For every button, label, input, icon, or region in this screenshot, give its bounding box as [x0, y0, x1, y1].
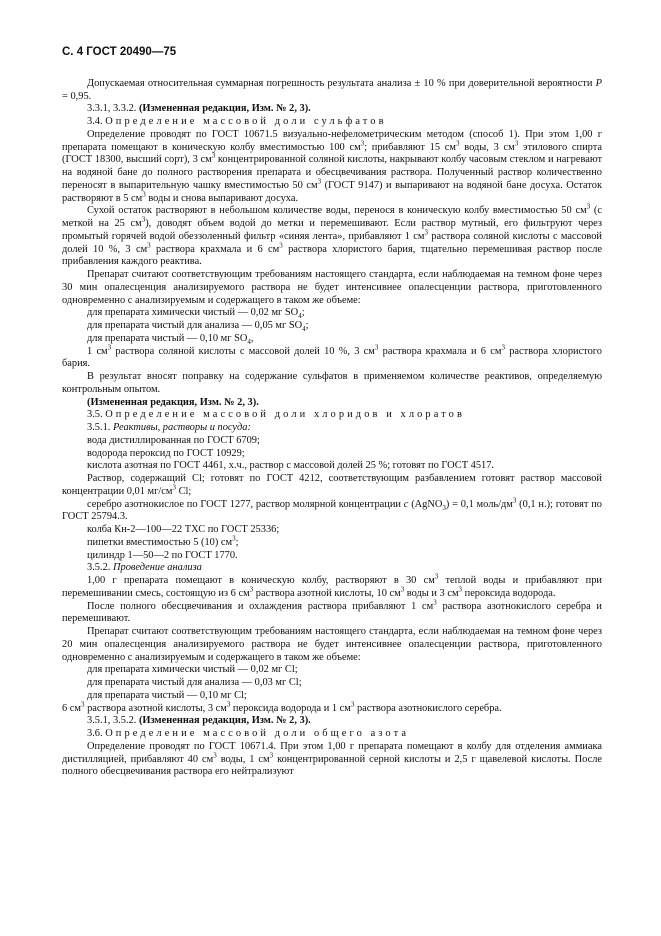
list-item: колба Кн-2—100—22 ТХС по ГОСТ 25336; [87, 524, 280, 535]
list-item: водорода пероксид по ГОСТ 10929; [87, 447, 245, 459]
subsection-heading: 3.5.2. Проведение анализа [87, 562, 202, 574]
paragraph: Препарат считают соответствующим требованиям настоящего стандарта, если наблюдаемая на темном фоне через 30 мин опалесценция анализируемого раствора не будет интенсивнее опалесценции раствора, приготовленного одновременно с анализируемым и содержащего в таком же объеме: [62, 269, 602, 306]
section-3-4-heading: 3.4. Определение массовой доли сульфатов [87, 116, 387, 127]
amendment-note: (Измененная редакция, Изм. № 2, 3). [87, 396, 259, 408]
paragraph: В результат вносят поправку на содержание сульфатов в применяемом количестве реактивов, определяемую контрольным опытом. [62, 371, 602, 395]
list-item: серебро азотнокислое по ГОСТ 1277, раствор молярной концентрации c (AgNO$_3$) = 0,1 моль/$дм^3$ (0,1 н.); готовят по ГОСТ 25794.3. [62, 496, 602, 523]
paragraph: Сухой остаток растворяют в небольшом количестве воды, перенося в коническую колбу вместимостью 50 $см^3$ (с меткой на 25 $см^3$), доводят объем водой до метки и перемешивают. Если раствор мутный, его фильтруют через промытый горячей водой обеззоленный фильтр «синяя лента», прибавляют 1 $см^3$ раствора соляной кислоты с массовой долей 10 %, 3 $см^3$ раствора крахмала и 6 $см^3$ раствора хлористого бария, тщательно перемешивая раствор после прибавления каждого реактива. [62, 202, 603, 268]
paragraph: Определение проводят по ГОСТ 10671.5 визуально-нефелометрическим методом (способ 1). При этом 1,00 г препарата помещают в коническую колбу вместимостью 100 $см^3$; прибавляют 15 $см^3$ воды, 3 $см^3$ этилового спирта (ГОСТ 18300, высший сорт), 3 $см^3$ концентрированной соляной кислоты, накрывают колбу часовым стеклом и нагревают на водяной бане до полного растворения препарата и обесцвечивания раствора. Полученный раствор количественно переносят в выпарительную чашку вместимостью 50 $см^3$ (ГОСТ 9147) и выпаривают на водяной бане досуха. Остаток растворяют в 5 $см^3$ воды и снова выпаривают досуха. [62, 128, 602, 204]
list-item: для препарата чистый — 0,10 мг $SO_4$, [87, 332, 254, 346]
paragraph: 1 $см^3$ раствора соляной кислоты с массовой долей 10 %, 3 $см^3$ раствора крахмала и 6 $см^3$ раствора хлористого бария. [62, 343, 602, 370]
section-3-6-heading: 3.6. Определение массовой доли общего азота [87, 728, 410, 739]
paragraph: Определение проводят по ГОСТ 10671.4. При этом 1,00 г препарата помещают в колбу для отделения аммиака дистилляцией, прибавляют 40 $см^3$ воды, 1 $см^3$ концентрированной серной кислоты и 2,5 г щавелевой кислоты. После полного обесцвечивания раствора его нейтрализуют [62, 740, 602, 778]
list-item: для препарата чистый — 0,10 мг Cl; [87, 689, 247, 701]
list-item: вода дистиллированная по ГОСТ 6709; [87, 434, 260, 446]
subsection-heading: 3.5.1. Реактивы, растворы и посуда: [87, 422, 251, 433]
list-item: кислота азотная по ГОСТ 4461, х.ч., раствор с массовой долей 25 %; готовят по ГОСТ 4517. [87, 460, 495, 472]
list-item: пипетки вместимостью 5 (10) $см^3$; [87, 534, 239, 548]
list-item: Раствор, содержащий Cl; готовят по ГОСТ 4212, соответствующим разбавлением готовят раствор массовой концентрации 0,01 $мг/см^3$ Cl; [62, 473, 602, 497]
page-header: С. 4 ГОСТ 20490—75 [62, 46, 177, 58]
list-item: для препарата чистый для анализа — 0,03 мг Cl; [87, 677, 302, 688]
list-item: цилиндр 1—50—2 по ГОСТ 1770. [87, 549, 238, 561]
paragraph: Препарат считают соответствующим требованиям настоящего стандарта, если наблюдаемая на темном фоне через 20 мин опалесценция анализируемого раствора не будет интенсивнее опалесценции раствора, приготовленного одновременно с анализируемым и содержащего в таком же объеме: [62, 626, 602, 663]
amendment-note: 3.5.1, 3.5.2. (Измененная редакция, Изм. № 2, 3). [87, 715, 311, 727]
paragraph: 6 $см^3$ раствора азотной кислоты, 3 $см^3$ пероксида водорода и 1 $см^3$ раствора азотнокислого серебра. [62, 700, 502, 714]
amendment-note: 3.3.1, 3.3.2. (Измененная редакция, Изм. № 2, 3). [87, 103, 311, 115]
list-item: для препарата химически чистый — 0,02 мг $SO_4$; [87, 307, 305, 321]
section-3-5-heading: 3.5. Определение массовой доли хлоридов и хлоратов [87, 409, 465, 421]
error-paragraph: Допускаемая относительная суммарная погрешность результата анализа ± 10 % при доверительной вероятности P = 0,95. [62, 77, 602, 102]
paragraph: После полного обесцвечивания и охлаждения раствора прибавляют 1 $см^3$ раствора азотнокислого серебра и перемешивают. [62, 598, 602, 625]
paragraph: 1,00 г препарата помещают в коническую колбу, растворяют в 30 $см^3$ теплой воды и прибавляют при перемешивании смесь, состоящую из 6 $см^3$ раствора азотной кислоты, 10 $см^3$ воды и 3 $см^3$ пероксида водорода. [62, 572, 602, 599]
list-item: для препарата чистый для анализа — 0,05 мг $SO_4$; [87, 320, 309, 334]
document-page [62, 46, 602, 779]
list-item: для препарата химически чистый — 0,02 мг Cl; [87, 664, 298, 676]
